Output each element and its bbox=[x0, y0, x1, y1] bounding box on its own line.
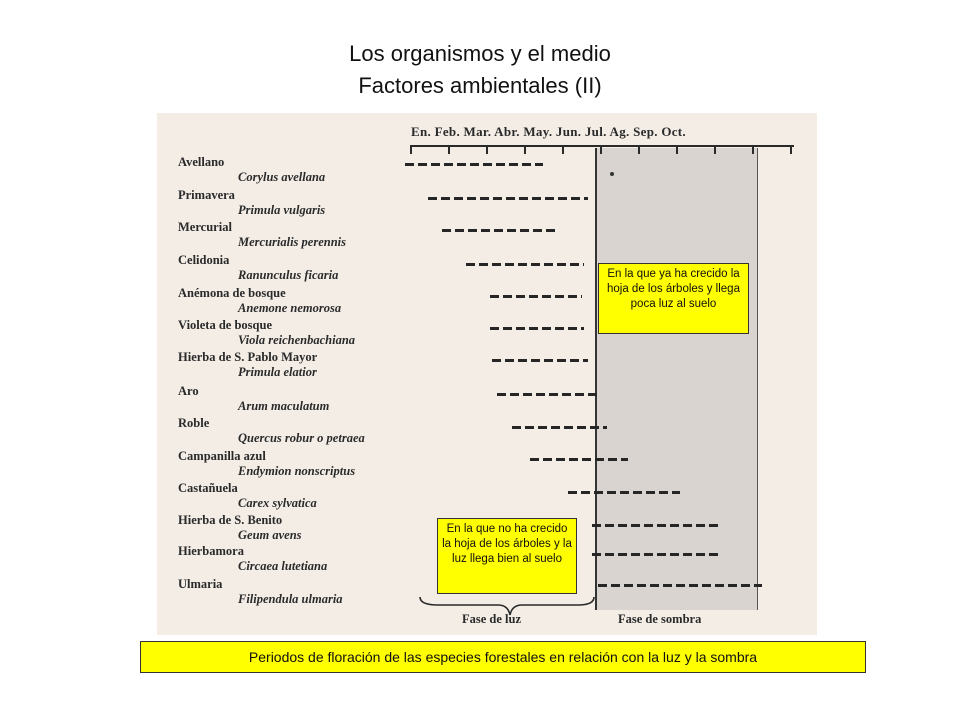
species-common-name: Hierbamora bbox=[178, 544, 244, 558]
slide-subtitle: Factores ambientales (II) bbox=[358, 73, 602, 98]
figure-caption: Periodos de floración de las especies forestales en relación con la luz y la sombra bbox=[140, 641, 866, 673]
flowering-bar bbox=[592, 524, 718, 527]
species-2 bbox=[178, 188, 325, 218]
species-common-name: Violeta de bosque bbox=[178, 318, 272, 332]
light-phase-label: Fase de luz bbox=[462, 612, 522, 626]
species-common-name: Mercurial bbox=[178, 220, 232, 234]
flowering-bar bbox=[466, 263, 584, 266]
flowering-bar bbox=[530, 458, 628, 461]
species-common-name: Avellano bbox=[178, 155, 225, 169]
species-latin-name: Quercus robur o petraea bbox=[238, 431, 365, 445]
species-latin-name: Ranunculus ficaria bbox=[238, 268, 339, 282]
species-latin-name: Corylus avellana bbox=[238, 170, 326, 184]
species-5 bbox=[178, 286, 341, 316]
species-9 bbox=[178, 416, 365, 446]
flowering-bar bbox=[492, 359, 588, 362]
species-common-name: Campanilla azul bbox=[178, 449, 266, 463]
species-11 bbox=[178, 481, 317, 511]
flowering-bar bbox=[405, 163, 543, 166]
species-latin-name: Geum avens bbox=[238, 528, 302, 542]
slide-title: Los organismos y el medio bbox=[349, 41, 611, 66]
shade-phase-callout: En la que ya ha crecido la hoja de los árboles y llega poca luz al suelo bbox=[598, 263, 749, 334]
species-8 bbox=[178, 384, 329, 414]
species-latin-name: Primula vulgaris bbox=[238, 203, 326, 217]
flowering-bar bbox=[490, 327, 584, 330]
species-4 bbox=[178, 253, 338, 283]
species-common-name: Hierba de S. Pablo Mayor bbox=[178, 350, 318, 364]
species-latin-name: Endymion nonscriptus bbox=[238, 464, 356, 478]
shade-phase-label: Fase de sombra bbox=[618, 612, 702, 626]
flowering-bar bbox=[497, 393, 598, 396]
ink-speck bbox=[610, 172, 614, 176]
species-12 bbox=[178, 513, 302, 543]
species-7 bbox=[178, 350, 317, 380]
species-latin-name: Primula elatior bbox=[238, 365, 317, 379]
species-latin-name: Arum maculatum bbox=[238, 399, 330, 413]
flowering-bar bbox=[568, 491, 680, 494]
light-phase-callout: En la que no ha crecido la hoja de los árboles y la luz llega bien al suelo bbox=[437, 518, 577, 594]
species-common-name: Aro bbox=[178, 384, 199, 398]
species-13 bbox=[178, 544, 327, 574]
flowering-bar bbox=[490, 295, 582, 298]
flowering-bar bbox=[592, 553, 718, 556]
species-common-name: Hierba de S. Benito bbox=[178, 513, 283, 527]
species-common-name: Anémona de bosque bbox=[178, 286, 286, 300]
month-ruler bbox=[410, 145, 794, 157]
flowering-bar bbox=[512, 426, 607, 429]
species-latin-name: Circaea lutetiana bbox=[238, 559, 328, 573]
flowering-bar bbox=[598, 584, 762, 587]
species-1 bbox=[178, 155, 325, 185]
month-axis-labels: En. Feb. Mar. Abr. May. Jun. Jul. Ag. Sep. Oct. bbox=[411, 124, 686, 139]
species-latin-name: Filipendula ulmaria bbox=[238, 592, 343, 606]
species-common-name: Roble bbox=[178, 416, 210, 430]
species-common-name: Celidonia bbox=[178, 253, 230, 267]
species-latin-name: Mercurialis perennis bbox=[238, 235, 347, 249]
flowering-bar bbox=[428, 197, 588, 200]
species-3 bbox=[178, 220, 346, 250]
species-common-name: Castañuela bbox=[178, 481, 238, 495]
shade-phase-region bbox=[595, 148, 758, 610]
species-6 bbox=[178, 318, 355, 348]
flowering-bar bbox=[442, 229, 558, 232]
species-10 bbox=[178, 449, 355, 479]
species-latin-name: Viola reichenbachiana bbox=[238, 333, 356, 347]
species-common-name: Primavera bbox=[178, 188, 235, 202]
species-14 bbox=[178, 577, 343, 607]
species-latin-name: Carex sylvatica bbox=[238, 496, 317, 510]
species-common-name: Ulmaria bbox=[178, 577, 223, 591]
species-latin-name: Anemone nemorosa bbox=[238, 301, 342, 315]
